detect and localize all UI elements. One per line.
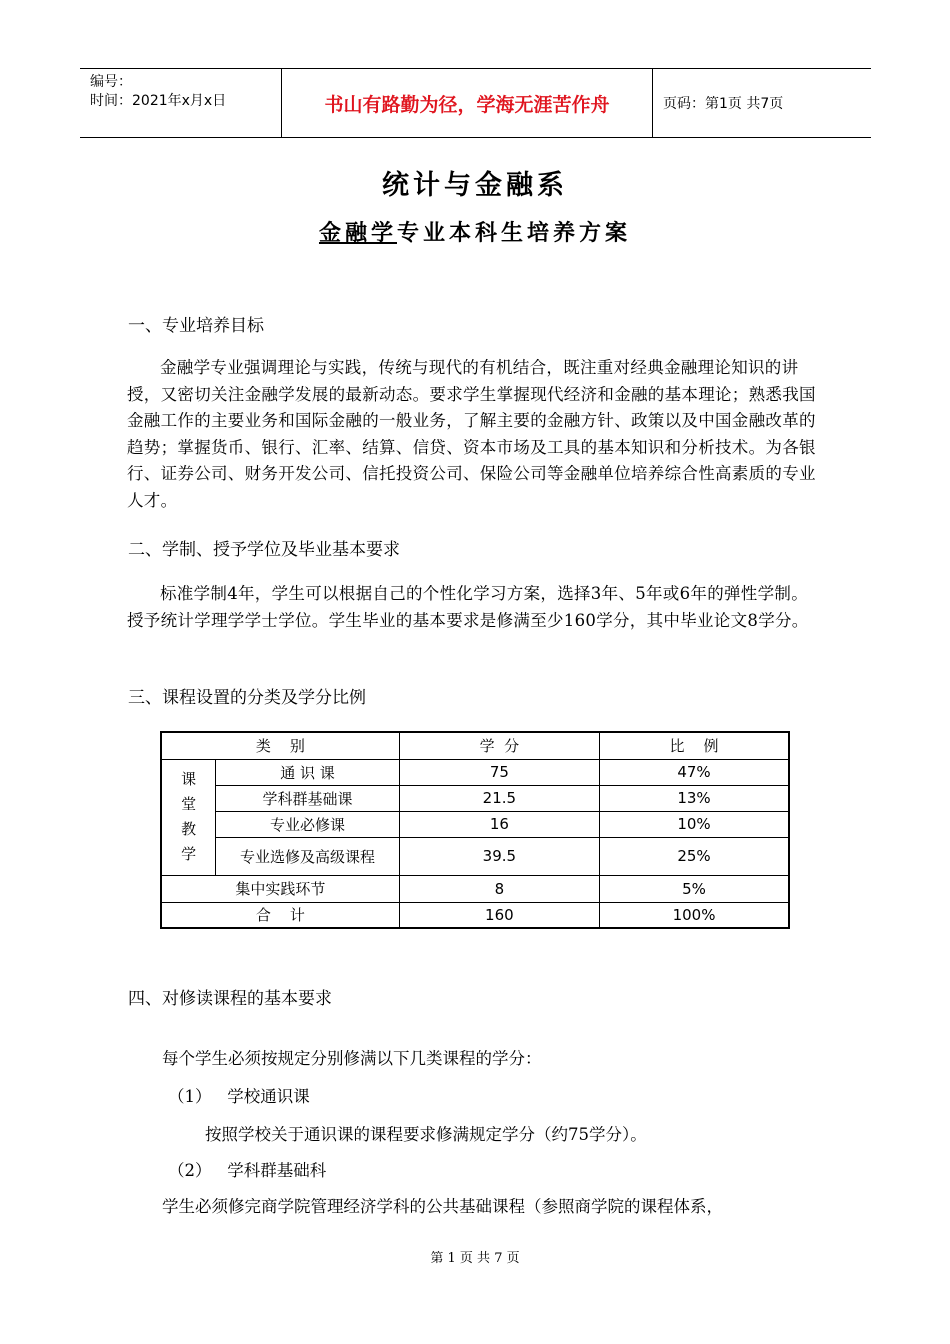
section-1-heading: 一、专业培养目标 xyxy=(128,316,264,336)
table-row-total xyxy=(161,902,789,928)
page-header xyxy=(80,68,871,138)
section-4-item-2: （2） 学科群基础科 xyxy=(168,1161,327,1180)
row-name: 学科群基础课 xyxy=(216,785,399,811)
plan-title xyxy=(0,216,950,247)
table-row-practice xyxy=(161,875,789,902)
row-ratio: 13% xyxy=(600,785,789,811)
section-3-heading: 三、课程设置的分类及学分比例 xyxy=(128,688,366,708)
table-row xyxy=(161,759,789,785)
row-ratio: 25% xyxy=(600,837,789,875)
table-row xyxy=(161,837,789,875)
row-credits: 16 xyxy=(399,811,599,837)
row-credits: 39.5 xyxy=(399,837,599,875)
row-name: 通 识 课 xyxy=(216,759,399,785)
header-category: 类 别 xyxy=(161,732,399,759)
header-ratio: 比 例 xyxy=(600,732,789,759)
group-char: 教 xyxy=(181,820,197,838)
row-name: 集中实践环节 xyxy=(161,875,399,902)
row-credits: 21.5 xyxy=(399,785,599,811)
page-footer: 第 1 页 共 7 页 xyxy=(430,1251,520,1266)
header-motto: 书山有路勤为径，学海无涯苦作舟 xyxy=(281,69,653,137)
row-name: 专业必修课 xyxy=(216,811,399,837)
row-credits: 160 xyxy=(399,902,599,928)
group-label-classroom xyxy=(161,759,216,875)
row-credits: 75 xyxy=(399,759,599,785)
section-2-heading: 二、学制、授予学位及毕业基本要求 xyxy=(128,540,400,560)
row-ratio: 47% xyxy=(600,759,789,785)
row-ratio: 10% xyxy=(600,811,789,837)
section-4-item-1-text: 按照学校关于通识课的课程要求修满规定学分（约75学分）。 xyxy=(205,1125,647,1144)
credit-table xyxy=(160,731,790,929)
plan-name: 专业本科生培养方案 xyxy=(397,220,632,246)
group-char: 学 xyxy=(181,845,197,863)
header-page-info: 页码：第1页 共7页 xyxy=(663,96,784,112)
group-char: 堂 xyxy=(181,795,197,813)
section-4-heading: 四、对修读课程的基本要求 xyxy=(128,989,332,1009)
department-title: 统计与金融系 xyxy=(382,170,568,201)
section-2-text: 标准学制4年，学生可以根据自己的个性化学习方案，选择3年、5年或6年的弹性学制。授予统计学理学学士学位。学生毕业的基本要求是修满至少160学分，其中毕业论文8学分。 xyxy=(127,584,809,630)
section-4-intro: 每个学生必须按规定分别修满以下几类课程的学分： xyxy=(162,1049,542,1068)
row-credits: 8 xyxy=(399,875,599,902)
table-row xyxy=(161,785,789,811)
section-4-item-2-text: 学生必须修完商学院管理经济学科的公共基础课程（参照商学院的课程体系， xyxy=(162,1197,723,1216)
section-1-text: 金融学专业强调理论与实践，传统与现代的有机结合，既注重对经典金融理论知识的讲授，又密切关注金融学发展的最新动态。要求学生掌握现代经济和金融的基本理论；熟悉我国金融工作的主要业务和国际金融的一般业务，了解主要的金融方针、政策以及中国金融改革的趋势；掌握货币、银行、汇率、结算、信贷、资本市场及工具的基本知识和分析技术。为各银行、证券公司、财务开发公司、信托投资公司、保险公司等金融单位培养综合性高素质的专业人才。 xyxy=(127,358,816,510)
row-ratio: 100% xyxy=(600,902,789,928)
section-4-item-1: （1） 学校通识课 xyxy=(168,1087,310,1106)
time-label: 时间：2021年x月x日 xyxy=(90,93,227,109)
major-name: 金融学 xyxy=(318,220,397,246)
header-credits: 学 分 xyxy=(399,732,599,759)
header-meta xyxy=(80,69,280,137)
table-row xyxy=(161,811,789,837)
row-ratio: 5% xyxy=(600,875,789,902)
number-label: 编号： xyxy=(90,74,132,90)
table-header-row xyxy=(161,732,789,759)
group-char: 课 xyxy=(181,770,197,788)
row-name: 专业选修及高级课程 xyxy=(216,837,399,875)
row-name: 合 计 xyxy=(161,902,399,928)
